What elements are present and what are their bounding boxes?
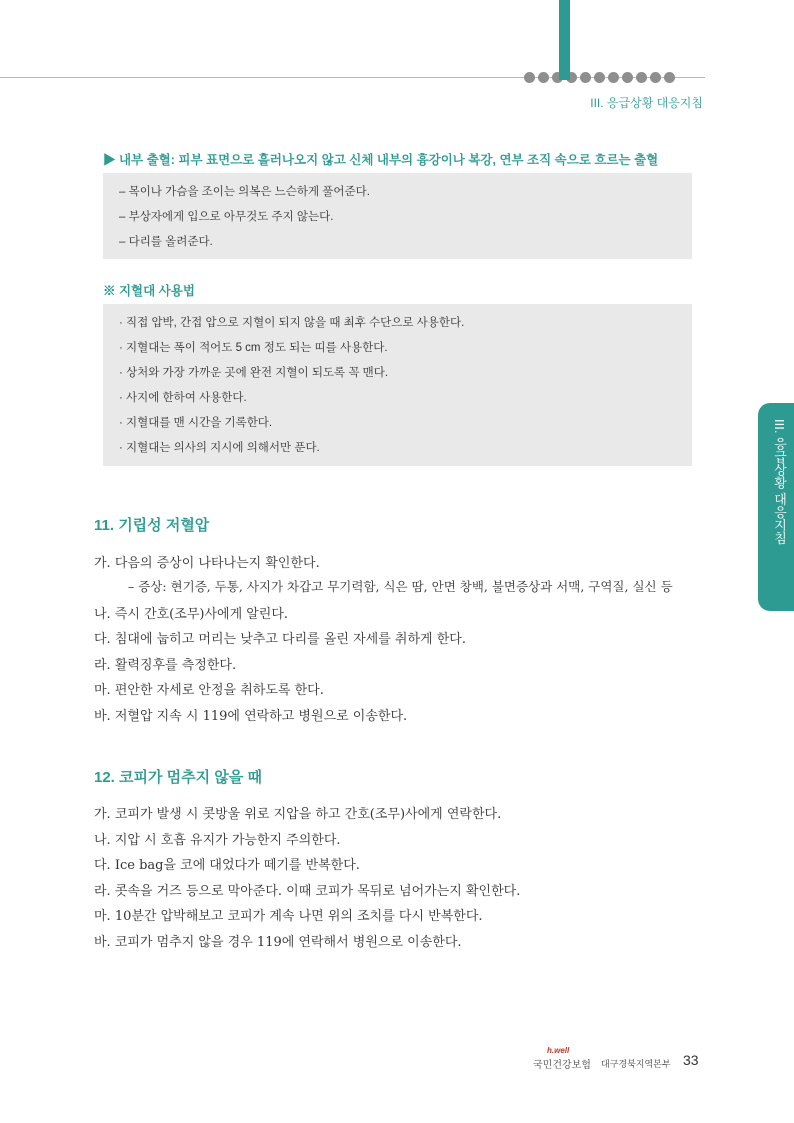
section-12-line: 다. Ice bag을 코에 대었다가 떼기를 반복한다. <box>94 858 360 873</box>
dot-decoration <box>650 72 661 83</box>
branch-name: 대구경북지역본부 <box>601 1059 671 1069</box>
section-11-line: 나. 즉시 간호(조무)사에게 알린다. <box>94 607 289 622</box>
dot-decoration <box>608 72 619 83</box>
tourniquet-heading: ※ 지혈대 사용법 <box>103 284 195 298</box>
dot-decoration <box>538 72 549 83</box>
box-list-item: · 상처와 가장 가까운 곳에 완전 지혈이 되도록 꼭 맨다. <box>119 367 389 379</box>
box-list-item: · 사지에 한하여 사용한다. <box>119 392 247 404</box>
dot-decoration <box>622 72 633 83</box>
dot-decoration <box>594 72 605 83</box>
dot-decoration <box>580 72 591 83</box>
section-11-line: 마. 편안한 자세로 안정을 취하도록 한다. <box>94 683 324 698</box>
side-tab-label: III. 응급상황 대응지침 <box>772 419 787 545</box>
section-11-title: 11. 기립성 저혈압 <box>94 517 210 534</box>
chapter-title: III. 응급상황 대응지침 <box>590 96 703 110</box>
section-11-line: 가. 다음의 증상이 나타나는지 확인한다. <box>94 556 320 571</box>
section-12-line: 바. 코피가 멈추지 않을 경우 119에 연락해서 병원으로 이송한다. <box>94 935 462 950</box>
header-dots <box>524 72 675 83</box>
section-12-title: 12. 코피가 멈추지 않을 때 <box>94 769 262 786</box>
chapter-side-tab[interactable] <box>758 403 794 611</box>
box-list-item: · 지혈대를 맨 시간을 기록한다. <box>119 417 273 429</box>
box-list-item: · 직접 압박, 간접 압으로 지혈이 되지 않을 때 최후 수단으로 사용한다. <box>119 317 465 329</box>
box-list-item: · 지혈대는 폭이 적어도 5 cm 정도 되는 띠를 사용한다. <box>119 342 388 354</box>
hwell-logo: h.well <box>547 1046 570 1055</box>
page-number: 33 <box>683 1052 699 1068</box>
box-list-item: – 부상자에게 입으로 아무것도 주지 않는다. <box>119 211 334 223</box>
dot-decoration <box>636 72 647 83</box>
box-list-item: – 다리를 올려준다. <box>119 236 213 248</box>
internal-bleeding-box <box>103 173 692 259</box>
internal-bleeding-heading: ▶ 내부 출혈: 피부 표면으로 흘러나오지 않고 신체 내부의 흉강이나 복강, 연부 조직 속으로 흐르는 출혈 <box>103 153 659 167</box>
dot-decoration <box>664 72 675 83</box>
section-11-line: 다. 침대에 눕히고 머리는 낮추고 다리를 올린 자세를 취하게 한다. <box>94 632 466 647</box>
section-11-line: 바. 저혈압 지속 시 119에 연락하고 병원으로 이송한다. <box>94 709 408 724</box>
dot-decoration <box>524 72 535 83</box>
organization-name: 국민건강보험 <box>533 1060 591 1071</box>
section-11-line: – 증상: 현기증, 두통, 사지가 차갑고 무기력함, 식은 땀, 안면 창백, 불면증상과 서맥, 구역질, 실신 등 <box>128 579 673 594</box>
tourniquet-box <box>103 304 692 466</box>
section-12-line: 마. 10분간 압박해보고 코피가 계속 나면 위의 조치를 다시 반복한다. <box>94 909 483 924</box>
section-12-line: 나. 지압 시 호흡 유지가 가능한지 주의한다. <box>94 833 341 848</box>
section-11-line: 라. 활력징후를 측정한다. <box>94 658 237 673</box>
section-12-line: 라. 콧속을 거즈 등으로 막아준다. 이때 코피가 목뒤로 넘어가는지 확인한다. <box>94 884 521 899</box>
box-list-item: · 지혈대는 의사의 지시에 의해서만 푼다. <box>119 442 320 454</box>
section-12-line: 가. 코피가 발생 시 콧방울 위로 지압을 하고 간호(조무)사에게 연락한다. <box>94 807 502 822</box>
header-accent-bar <box>559 0 570 80</box>
box-list-item: – 목이나 가슴을 조이는 의복은 느슨하게 풀어준다. <box>119 186 370 198</box>
